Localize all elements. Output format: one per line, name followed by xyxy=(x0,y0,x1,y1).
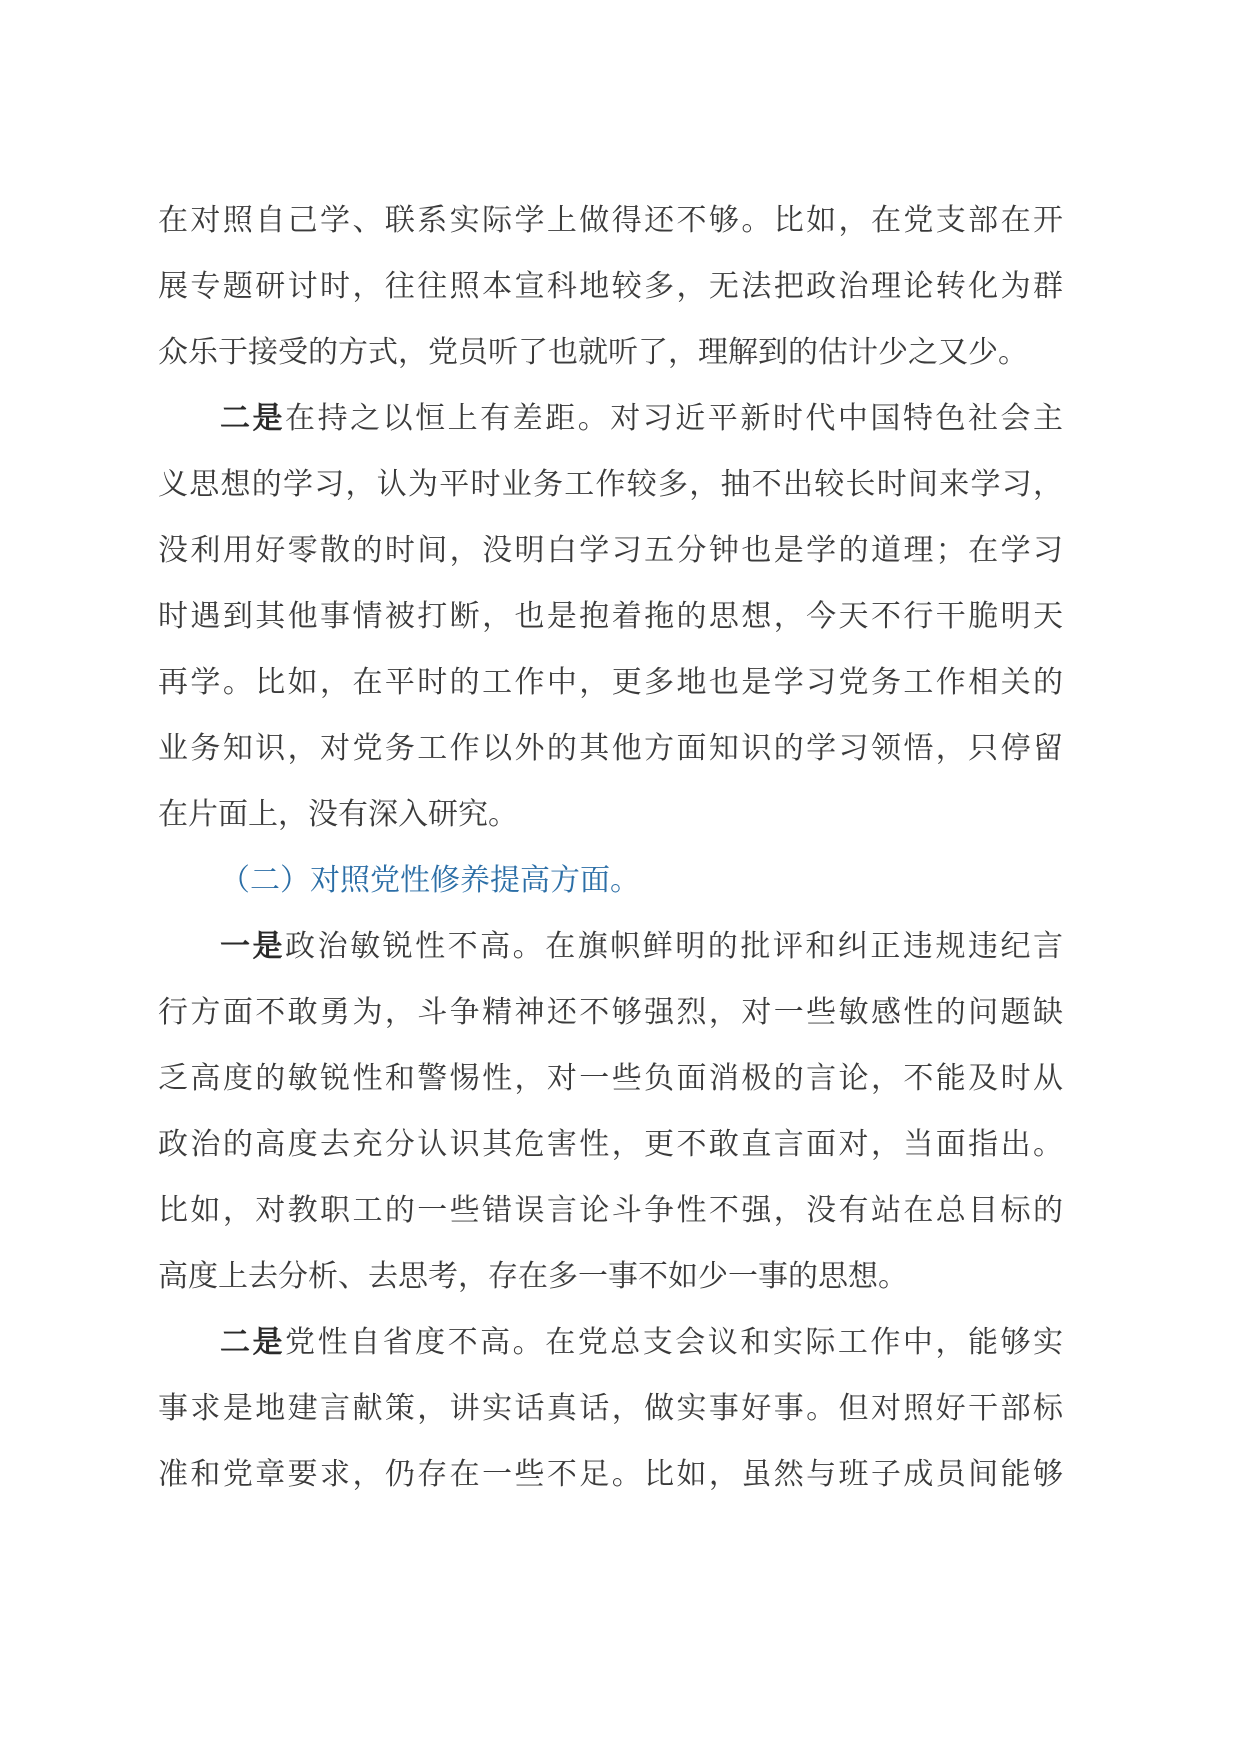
line-text: 没利用好零散的时间，没明白学习五分钟也是学的道理；在学习 xyxy=(158,533,1063,568)
line-text: 众乐于接受的方式，党员听了也就听了，理解到的估计少之又少。 xyxy=(158,335,1028,370)
point-first-line xyxy=(158,1310,1063,1376)
text-line xyxy=(158,254,1063,320)
text-line xyxy=(158,650,1063,716)
point-first-line xyxy=(158,386,1063,452)
point-text: 政治敏锐性不高。在旗帜鲜明的批评和纠正违规违纪言 xyxy=(285,929,1064,964)
text-line xyxy=(158,452,1063,518)
text-line xyxy=(158,1442,1063,1508)
line-text xyxy=(220,914,1063,980)
line-text: 行方面不敢勇为，斗争精神还不够强烈，对一些敏感性的问题缺 xyxy=(158,995,1063,1030)
text-line xyxy=(158,1178,1063,1244)
heading-text: （二）对照党性修养提高方面。 xyxy=(220,863,640,898)
line-text: 高度上去分析、去思考，存在多一事不如少一事的思想。 xyxy=(158,1259,908,1294)
text-line xyxy=(158,584,1063,650)
line-text xyxy=(220,386,1063,452)
line-text: 义思想的学习，认为平时业务工作较多，抽不出较长时间来学习， xyxy=(158,467,1063,502)
point-lead: 一是 xyxy=(220,929,286,964)
line-text: 时遇到其他事情被打断，也是抱着拖的思想，今天不行干脆明天 xyxy=(158,599,1063,634)
point-lead: 二是 xyxy=(220,401,286,436)
text-line xyxy=(158,782,1063,848)
line-text: 乏高度的敏锐性和警惕性，对一些负面消极的言论，不能及时从 xyxy=(158,1061,1063,1096)
point-text: 党性自省度不高。在党总支会议和实际工作中，能够实 xyxy=(285,1325,1064,1360)
line-text: 在对照自己学、联系实际学上做得还不够。比如，在党支部在开 xyxy=(158,203,1063,238)
point-lead: 二是 xyxy=(220,1325,286,1360)
line-text: 展专题研讨时，往往照本宣科地较多，无法把政治理论转化为群 xyxy=(158,269,1063,304)
text-line xyxy=(158,320,1063,386)
line-text: 准和党章要求，仍存在一些不足。比如，虽然与班子成员间能够 xyxy=(158,1457,1063,1492)
line-text xyxy=(220,1310,1063,1376)
text-line xyxy=(158,1112,1063,1178)
line-text: 政治的高度去充分认识其危害性，更不敢直言面对，当面指出。 xyxy=(158,1127,1063,1162)
text-line xyxy=(158,980,1063,1046)
text-line xyxy=(158,716,1063,782)
point-text: 在持之以恒上有差距。对习近平新时代中国特色社会主 xyxy=(285,401,1064,436)
text-line xyxy=(158,1244,1063,1310)
document-body xyxy=(158,188,1063,1508)
text-line xyxy=(158,188,1063,254)
text-line xyxy=(158,1046,1063,1112)
point-first-line xyxy=(158,914,1063,980)
line-text: 事求是地建言献策，讲实话真话，做实事好事。但对照好干部标 xyxy=(158,1391,1063,1426)
line-text: 比如，对教职工的一些错误言论斗争性不强，没有站在总目标的 xyxy=(158,1193,1063,1228)
line-text: 在片面上，没有深入研究。 xyxy=(158,797,518,832)
line-text: 再学。比如，在平时的工作中，更多地也是学习党务工作相关的 xyxy=(158,665,1063,700)
text-line xyxy=(158,1376,1063,1442)
line-text: 业务知识，对党务工作以外的其他方面知识的学习领悟，只停留 xyxy=(158,731,1063,766)
text-line xyxy=(158,518,1063,584)
section-heading xyxy=(158,848,1063,914)
